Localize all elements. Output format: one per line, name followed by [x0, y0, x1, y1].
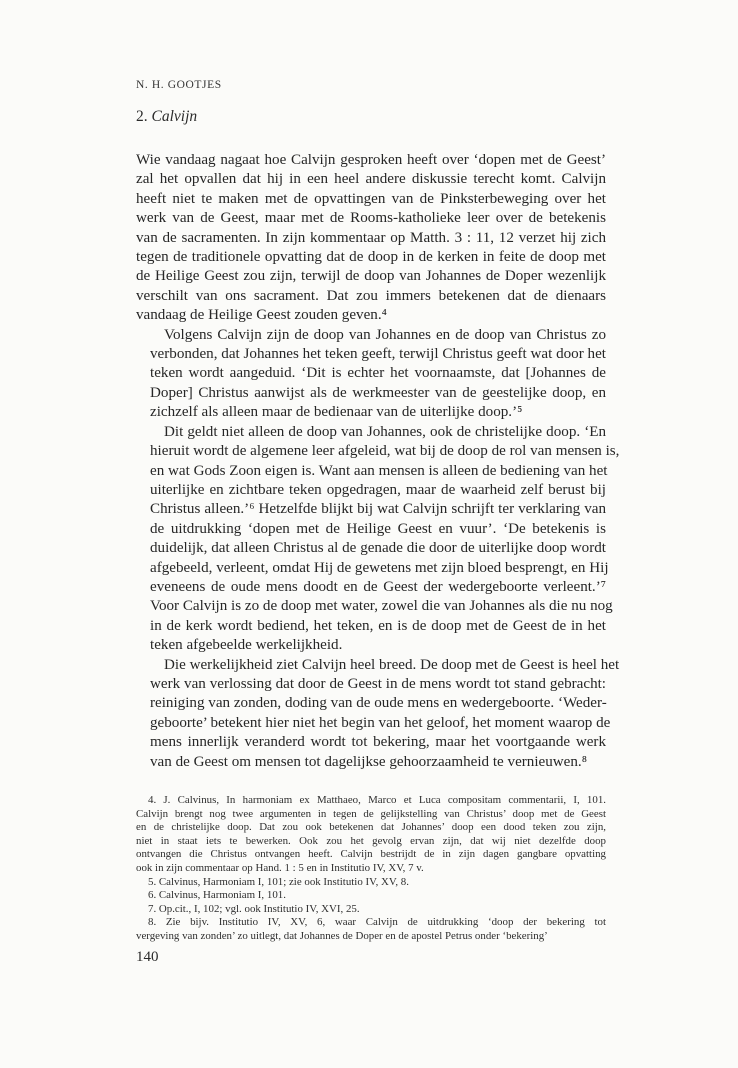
text-line: van de sacramenten. In zijn kommentaar op Matth. 3 : 11, 12 verzet hij zich [136, 229, 606, 246]
text-line: tegen de traditionele opvatting dat de doop in de kerken in feite de doop met [136, 249, 606, 266]
text-line: eveneens de oude mens doodt en de Geest der wedergeboorte verleent.’⁷ [150, 578, 606, 595]
text-line: teken wordt aangeduid. ‘Dit is echter het voornaamste, dat [Johannes de [150, 365, 606, 382]
footnotes [136, 794, 606, 944]
footnote [136, 876, 606, 890]
footnote [136, 903, 606, 917]
footnote-line: ontvangen die Christus ontvangen heeft. Calvijn bestrijdt de in zijn dagen gangbare opvatting [136, 848, 606, 861]
text-line: Dit geldt niet alleen de doop van Johannes, ook de christelijke doop. ‘En [164, 423, 606, 440]
text-line: werk van de Geest, maar met de Rooms-katholieke leer over de betekenis [136, 210, 606, 227]
section-number: 2. [136, 108, 148, 125]
text-line: en wat Gods Zoon eigen is. Want aan mensen is alleen de bediening van het [150, 462, 608, 479]
text-line: zichzelf als alleen maar de bedienaar van de uiterlijke doop.’⁵ [150, 404, 523, 421]
text-line: hieruit wordt de algemene leer afgeleid, wat bij de doop de rol van mensen is, [150, 443, 620, 460]
footnote-line: 6. Calvinus, Harmoniam I, 101. [148, 889, 286, 902]
text-line: duidelijk, dat alleen Christus al de genade die door de uiterlijke doop wordt [150, 540, 606, 557]
footnote-line: Calvijn brengt nog twee argumenten in tegen de gelijkstelling van Christus’ doop met de Geest [136, 807, 606, 820]
footnote [136, 889, 606, 903]
body-paragraph [136, 326, 606, 423]
footnote-line: 5. Calvinus, Harmoniam I, 101; zie ook Institutio IV, XV, 8. [148, 875, 409, 888]
text-line: in de kerk wordt bediend, het teken, en is de doop met de Geest de in het [150, 617, 606, 634]
text-line: Voor Calvijn is zo de doop met water, zowel die van Johannes als die nu nog [150, 598, 613, 615]
body-text [136, 151, 620, 772]
text-line: geboorte’ betekent hier niet het begin van het geloof, het moment waarop de [150, 714, 611, 731]
footnote-line: niet in staat iets te bewerken. Ook zou het gevolg ervan zijn, dat wij niet dezelfde doop [136, 834, 606, 847]
running-head: N. H. GOOTJES [136, 79, 222, 91]
footnote [136, 916, 606, 943]
body-paragraph [136, 656, 620, 772]
footnote-line: 7. Op.cit., I, 102; vgl. ook Institutio IV, XVI, 25. [148, 902, 360, 915]
text-line: afgebeeld, verleent, omdat Hij de gewetens met zijn bloed besprengt, en Hij [150, 559, 609, 576]
text-line: Wie vandaag nagaat hoe Calvijn gesproken heeft over ‘dopen met de Geest’ [136, 152, 606, 168]
text-line: verschilt van ons sacrament. Dat zou immers betekenen dat de dienaars [136, 287, 606, 304]
text-line: Volgens Calvijn zijn de doop van Johannes en de doop van Christus zo [164, 326, 606, 343]
body-paragraph [136, 151, 606, 326]
page-number: 140 [136, 949, 159, 965]
text-line: vandaag de Heilige Geest zouden geven.⁴ [136, 307, 387, 324]
text-line: zal het opvallen dat hij in een heel andere diskussie terecht komt. Calvijn [136, 171, 606, 188]
text-line: verbonden, dat Johannes het teken geeft, terwijl Christus geeft wat door het [150, 346, 606, 363]
text-line: mens innerlijk veranderd wordt tot bekering, maar het voortgaande werk [150, 734, 606, 751]
text-line: heeft niet te maken met de opvattingen van de Pinksterbeweging over het [136, 190, 606, 207]
text-line: de uitdrukking ‘dopen met de Heilige Geest en vuur’. ‘De betekenis is [150, 520, 606, 537]
text-line: uiterlijke en zichtbare teken opgedragen, maar de waarheid zelf berust bij [150, 481, 606, 498]
text-line: reiniging van zonden, doding van de oude mens en wedergeboorte. ‘Weder- [150, 695, 607, 712]
footnote-line: ook in zijn commentaar op Hand. 1 : 5 en in Institutio IV, XV, 7 v. [136, 861, 424, 874]
text-line: werk van verlossing dat door de Geest in de mens wordt tot stand gebracht: [150, 675, 606, 692]
section-title: Calvijn [151, 108, 198, 125]
text-line: de Heilige Geest zou zijn, terwijl de doop van Johannes de Doper wezenlijk [136, 268, 606, 285]
footnote-line: 8. Zie bijv. Institutio IV, XV, 6, waar Calvijn de uitdrukking ‘doop der bekering tot [148, 916, 606, 929]
text-line: Christus alleen.’⁶ Hetzelfde blijkt bij wat Calvijn schrijft ter verklaring van [150, 501, 606, 518]
text-line: Die werkelijkheid ziet Calvijn heel breed. De doop met de Geest is heel het [164, 656, 620, 673]
footnote-line: vergeving van zonden’ zo uitlegt, dat Johannes de Doper en de apostel Petrus onder ‘bekering’ [136, 929, 548, 942]
text-line: teken afgebeelde werkelijkheid. [150, 637, 343, 654]
body-paragraph [136, 423, 620, 656]
footnote-line: en de christelijke doop. Dat zou ook betekenen dat Johannes’ doop een dood teken zou zijn, [136, 821, 606, 834]
text-line: van de Geest om mensen tot dagelijkse gehoorzaamheid te vernieuwen.⁸ [150, 753, 587, 770]
text-line: Doper] Christus aanwijst als de werkmeester van de geestelijke doop, en [150, 384, 606, 401]
footnote-line: 4. J. Calvinus, In harmoniam ex Matthaeo, Marco et Luca compositam commentarii, I, 101. [148, 794, 606, 806]
section-heading [136, 108, 197, 126]
footnote [136, 794, 606, 876]
